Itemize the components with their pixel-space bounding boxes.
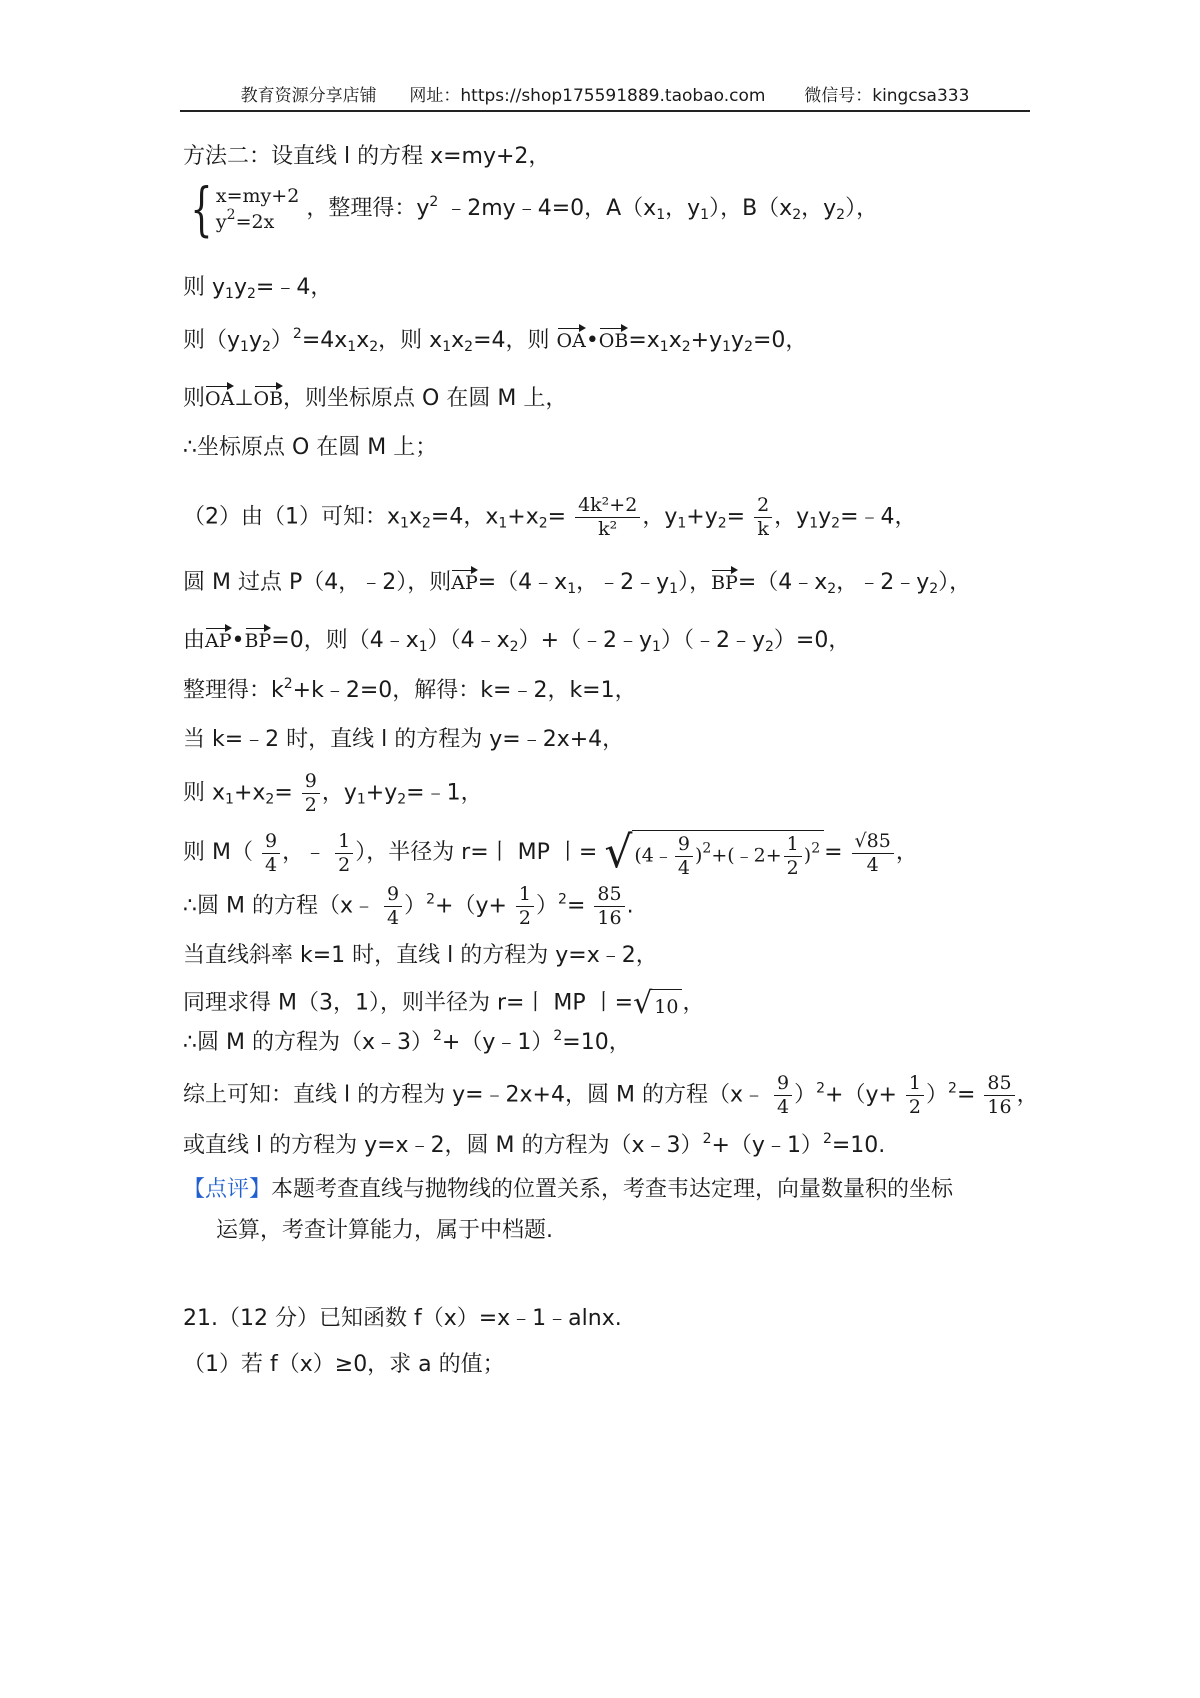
fraction: $\frac{85}{16}$ bbox=[984, 1072, 1014, 1119]
fraction: $\frac{1}{2}$ bbox=[335, 830, 353, 877]
vector-oa: OA bbox=[205, 382, 234, 410]
review-line-1 bbox=[183, 1175, 953, 1205]
fraction: $\frac{\text{4k²+2}}{\text{k²}}$ bbox=[575, 494, 640, 541]
system-row-2: $y^2=2x$ bbox=[215, 207, 275, 233]
vector-ap: AP bbox=[451, 566, 478, 594]
fraction: $\frac{1}{2}$ bbox=[906, 1072, 924, 1119]
fraction: $\frac{9}{4}$ bbox=[262, 830, 280, 877]
dot-zero-line: 由AP•BP=0，则$(4﹣x_1)(4﹣x_2)+(﹣2﹣y_1)(﹣2﹣y_2)=0$， bbox=[183, 624, 850, 656]
question-21-part-1: （1）若 f（x）≥0，求 a 的值； bbox=[183, 1352, 505, 1377]
question-21: 21.（12 分）已知函数 f（x）=x﹣1﹣alnx. bbox=[183, 1306, 622, 1331]
case-k-neg2-line: 当 k=﹣2 时，直线 l 的方程为 y=﹣2x+4， bbox=[183, 727, 625, 752]
review-tag: 【点评】 bbox=[183, 1177, 272, 1202]
fraction: $\frac{9}{4}$ bbox=[774, 1072, 792, 1119]
fraction: $\frac{85}{16}$ bbox=[594, 883, 624, 930]
radical-icon: √ bbox=[633, 985, 653, 1021]
page-header bbox=[180, 84, 1030, 108]
square-root: √ 10 bbox=[633, 985, 682, 1022]
text: 方法二：设直线 l 的方程 x=my+2， bbox=[183, 144, 551, 169]
quadratic-line: 整理得：$k^2+k﹣2=0$，解得：k=﹣2，k=1， bbox=[183, 676, 637, 703]
system-row-1: x=my+2 bbox=[215, 185, 300, 207]
header-divider bbox=[180, 110, 1030, 112]
case-k1-line: 当直线斜率 k=1 时，直线 l 的方程为 y=x﹣2， bbox=[183, 943, 658, 968]
wechat-label: 微信号： bbox=[804, 86, 873, 106]
equation-system-line: { x=my+2 $y^2=2x$ ，整理得：$y^2$ ﹣2my﹣4=0，$A(x_1$，$y_1$），$B(x_2$，$y_2$）， bbox=[183, 180, 878, 238]
sum-line: 则 $x_1+x_2=$ $\frac{9}{2}$ ，$y_1+y_2=﹣1$， bbox=[183, 770, 483, 816]
vector-bp: BP bbox=[245, 624, 272, 652]
case-k1-radius-line: 同理求得 M（3，1），则半径为 r=丨 MP 丨= √ 10 ， bbox=[183, 985, 705, 1021]
review-text: 本题考查直线与抛物线的位置关系，考查韦达定理，向量数量积的坐标 bbox=[271, 1177, 954, 1202]
fraction: $\frac{1}{2}$ bbox=[516, 883, 534, 930]
part-two-line: （2）由（1）可知：$x_1x_2=4$，$x_1+x_2=$ $\frac{\text{4k²+2}}{\text{k²}}$ ，$y_1+y_2=$ $\frac{2}{k}$ ，$y_1y_2=﹣4$， bbox=[183, 494, 917, 540]
vector-ob: OB bbox=[254, 382, 284, 410]
vector-ap-bp-line: 圆 M 过点 P（4，﹣2），则$AP=(4﹣x_1$，$﹣2﹣y_1$），$BP=(4﹣x_2$，$﹣2﹣y_2$）， bbox=[183, 566, 971, 598]
dot-product-line: 则$(y_1y_2)^2=4x_1x_2$，则 $x_1x_2=4$，则 $OA•OB=x_1x_2+y_1y_2=0$， bbox=[183, 326, 808, 355]
fraction: $\frac{2}{k}$ bbox=[754, 494, 772, 541]
case-k1-circle-line: ∴圆 M 的方程为（x﹣3）$^2$+（y﹣1）$^2$=10， bbox=[183, 1028, 631, 1055]
text: ，整理得：y bbox=[306, 196, 430, 221]
shop-url[interactable]: https://shop175591889.taobao.com bbox=[460, 86, 766, 106]
center-radius-line: 则 M（ $\frac{9}{4}$ ，﹣ $\frac{1}{2}$ ），半径为 r=丨 MP 丨= √ (4﹣ $\frac{9}{4}$ )$^2$+(﹣2+ $\frac{1}{2}$ )$^2$ = $\frac{√85}{4}$ ， bbox=[183, 827, 918, 879]
vector-ob: OB bbox=[599, 324, 629, 352]
review-line-2 bbox=[216, 1216, 553, 1246]
url-label: 网址： bbox=[409, 86, 461, 106]
vector-ap: AP bbox=[205, 624, 232, 652]
vector-oa: OA bbox=[557, 324, 586, 352]
method-two-line bbox=[183, 142, 550, 172]
shop-name: 教育资源分享店铺 bbox=[240, 86, 377, 106]
summary-line-2: 或直线 l 的方程为 y=x﹣2，圆 M 的方程为（x﹣3）$^2$+（y﹣1）$^2$=10. bbox=[183, 1131, 886, 1158]
review-text: 运算，考查计算能力，属于中档题. bbox=[216, 1218, 553, 1243]
vector-bp: BP bbox=[711, 566, 738, 594]
radical-icon: √ bbox=[604, 827, 633, 878]
fraction: $\frac{9}{2}$ bbox=[302, 770, 320, 817]
left-brace-icon: { bbox=[190, 175, 213, 243]
fraction: $\frac{9}{4}$ bbox=[384, 883, 402, 930]
wechat-id: kingcsa333 bbox=[872, 86, 970, 106]
product-line: 则 $y_1y_2=﹣4$， bbox=[183, 275, 333, 302]
summary-line-1: 综上可知：直线 l 的方程为 y=﹣2x+4，圆 M 的方程（x﹣ $\frac{9}{4}$ ）$^2$+（y+ $\frac{1}{2}$ ）$^2$= $\frac{85}{16}$ ， bbox=[183, 1072, 1039, 1118]
square-root: √ (4﹣ $\frac{9}{4}$ )$^2$+(﹣2+ $\frac{1}{2}$ )$^2$ bbox=[604, 826, 824, 880]
circle-equation-line: ∴圆 M 的方程（x﹣ $\frac{9}{4}$ ）$^2$+（y+ $\frac{1}{2}$ ）$^2$= $\frac{85}{16}$ . bbox=[183, 883, 634, 929]
fraction: $\frac{√85}{4}$ bbox=[852, 830, 894, 877]
perpendicular-line: 则OA⊥OB，则坐标原点 O 在圆 M 上， bbox=[183, 382, 567, 414]
conclusion-line: ∴坐标原点 O 在圆 M 上； bbox=[183, 435, 438, 460]
equation-system bbox=[183, 175, 300, 243]
